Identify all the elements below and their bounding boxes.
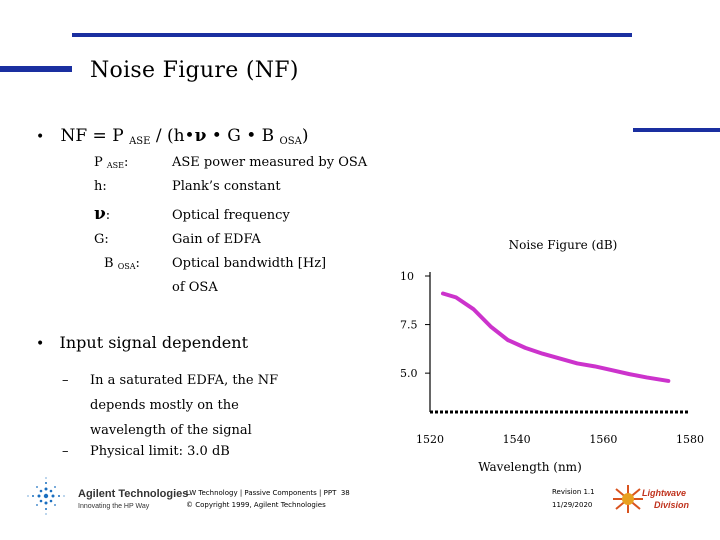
definition-description: of OSA	[172, 280, 218, 295]
bullet-marker: •	[36, 336, 45, 352]
series-underline	[444, 294, 669, 381]
series-group	[443, 293, 669, 381]
bullet-text: Input signal dependent	[59, 333, 249, 352]
right-accent-bar	[633, 128, 720, 132]
nu-symbol: ν	[94, 204, 106, 224]
definition-description: Plank’s constant	[172, 179, 281, 194]
footer-course-line	[186, 489, 350, 497]
definition-symbol: h:	[94, 179, 107, 194]
footer-date: 11/29/2020	[552, 501, 593, 509]
y-tick-label: 7.5	[400, 318, 418, 332]
equation-osa-subscript: OSA	[279, 136, 302, 147]
definition-description: ASE power measured by OSA	[172, 155, 368, 170]
definition-description: Optical bandwidth [Hz]	[172, 256, 327, 271]
x-tick-label: 1580	[676, 433, 704, 446]
lightwave-starburst-icon	[612, 484, 644, 514]
y-tick-label: 5.0	[400, 367, 418, 381]
symbol-text: B	[104, 256, 114, 271]
definition-description: Gain of EDFA	[172, 232, 261, 247]
sub-bullet-physical-limit	[62, 444, 230, 459]
sub-bullet-line: depends mostly on the	[90, 398, 239, 413]
symbol-suffix: :	[124, 155, 129, 170]
company-name: Agilent Technologies	[78, 488, 189, 500]
y-tick-group	[400, 270, 430, 380]
left-accent-bar	[0, 66, 72, 72]
x-tick-label: 1520	[416, 433, 444, 446]
top-accent-bar	[72, 33, 632, 37]
agilent-spark-logo-icon	[26, 476, 66, 516]
symbol-suffix: :	[135, 256, 140, 271]
equation-after-nu: • G • B	[206, 126, 275, 146]
noise-figure-series-line	[443, 293, 668, 380]
equation-nu-symbol: ν	[194, 126, 207, 146]
noise-figure-chart	[390, 230, 710, 480]
dash-marker: –	[62, 444, 69, 459]
definition-symbol	[94, 206, 110, 223]
dash-marker: –	[62, 373, 69, 388]
nf-equation	[36, 126, 308, 147]
equation-ase-subscript: ASE	[129, 136, 151, 147]
sub-bullet-line: Physical limit: 3.0 dB	[90, 444, 230, 459]
definition-symbol	[94, 156, 128, 170]
bullet-input-signal	[36, 333, 248, 352]
y-tick-label: 10	[400, 270, 414, 283]
definition-symbol	[104, 257, 140, 271]
symbol-subscript: OSA	[117, 262, 136, 271]
footer-revision: Revision 1.1	[552, 488, 595, 496]
definition-description: Optical frequency	[172, 208, 290, 223]
x-axis-label: Wavelength (nm)	[478, 460, 582, 474]
sub-bullet-line: In a saturated EDFA, the NF	[90, 373, 279, 388]
bullet-marker: •	[36, 129, 45, 145]
company-tagline: Innovating the HP Way	[78, 503, 150, 510]
division-name-line1: Lightwave	[642, 488, 687, 498]
chart-title: Noise Figure (dB)	[508, 238, 618, 252]
equation-close: )	[301, 126, 309, 146]
symbol-text: P	[94, 155, 103, 170]
equation-middle: / (h•	[150, 126, 195, 146]
x-tick-group	[416, 433, 704, 446]
x-tick-label: 1540	[502, 433, 531, 446]
definition-symbol: G:	[94, 232, 109, 247]
sub-bullet-saturated	[62, 368, 279, 443]
footer-page-number: 38	[340, 489, 350, 497]
x-tick-label: 1560	[589, 433, 618, 446]
symbol-suffix: :	[105, 208, 111, 223]
equation-nf-part: NF = P	[60, 126, 124, 146]
symbol-subscript: ASE	[106, 161, 124, 170]
slide-title: Noise Figure (NF)	[90, 58, 299, 83]
footer-copyright: © Copyright 1999, Agilent Technologies	[186, 501, 326, 509]
footer-course-text: LW Technology | Passive Components | PPT	[186, 489, 337, 497]
sub-bullet-line: wavelength of the signal	[90, 423, 252, 438]
division-name-line2: Division	[654, 500, 690, 510]
